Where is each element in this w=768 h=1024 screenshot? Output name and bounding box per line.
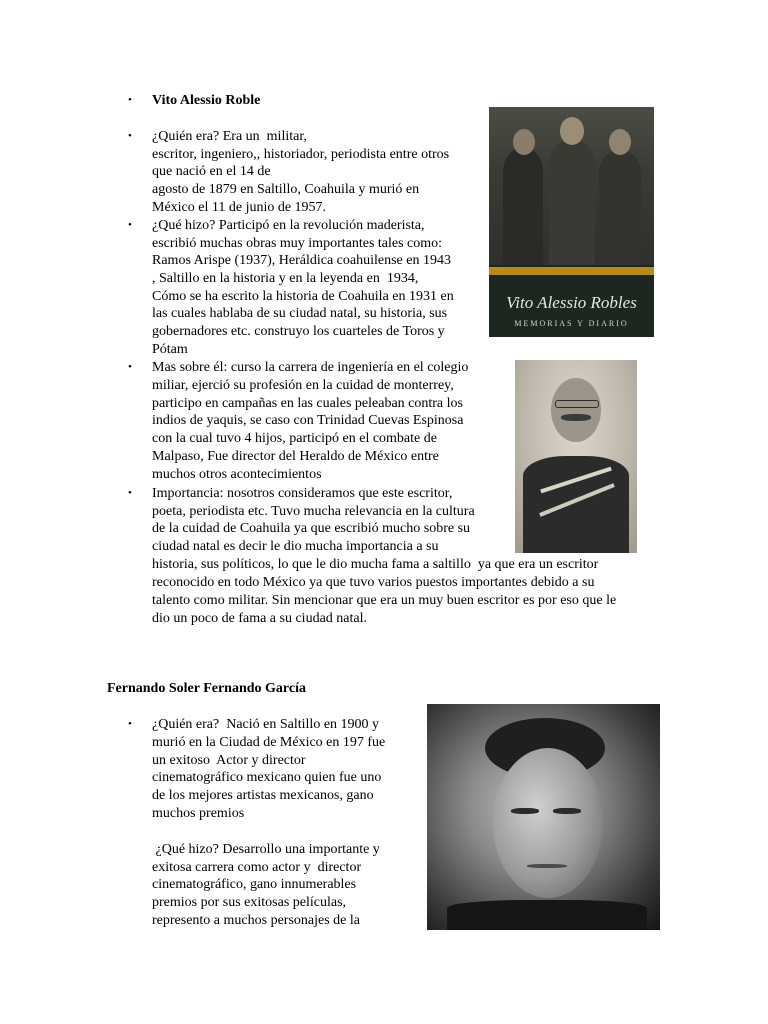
text-line: de los mejores artistas mexicanos, gano [152, 788, 374, 803]
text-line: indios de yaquis, se caso con Trinidad Cuevas Espinosa [152, 413, 464, 428]
portrait-fernando-soler-image [427, 704, 660, 930]
text-line: represento a muchos personajes de la [152, 913, 360, 928]
text-line: participo en campañas en las cuales peleaban contra los [152, 396, 463, 411]
text-line: ciudad natal es decir le dio mucha importancia a su [152, 539, 439, 554]
text-line: ¿Qué hizo? Participó en la revolución maderista, [152, 218, 425, 233]
text-line: escribió muchas obras muy importantes tales como: [152, 236, 443, 251]
text-line: gobernadores etc. construyo los cuarteles de Toros y [152, 324, 445, 339]
text-line: reconocido en todo México ya que tuvo varios puestos importantes debido a su [152, 575, 595, 590]
text-line: Cómo se ha escrito la historia de Coahuila en 1931 en [152, 289, 454, 304]
text-line: miliar, ejerció su profesión en la cuidad de monterrey, [152, 378, 454, 393]
text-line: Mas sobre él: curso la carrera de ingeniería en el colegio [152, 360, 469, 375]
text-line: un exitoso Actor y director [152, 753, 306, 768]
text-line: ¿Quién era? Era un militar, [152, 129, 307, 144]
text-line: poeta, periodista etc. Tuvo mucha relevancia en la cultura [152, 504, 475, 519]
text-line: con la cual tuvo 4 hijos, participó en el combate de [152, 431, 437, 446]
book-cover-subtitle: MEMORIAS Y DIARIO [514, 319, 629, 328]
text-line: Importancia: nosotros consideramos que este escritor, [152, 486, 453, 501]
text-line: , Saltillo en la historia y en la leyenda en 1934, [152, 271, 419, 286]
text-line: talento como militar. Sin mencionar que era un muy buen escritor es por eso que le [152, 593, 617, 608]
bullet: • [128, 130, 132, 142]
section-heading: Fernando Soler Fernando García [107, 681, 306, 696]
section-heading: Vito Alessio Roble [152, 93, 261, 108]
text-line: Ramos Arispe (1937), Heráldica coahuilense en 1943 [152, 253, 451, 268]
book-cover-image [489, 107, 654, 337]
text-line: escritor, ingeniero,, historiador, periodista entre otros [152, 147, 450, 162]
bullet: • [128, 487, 132, 499]
book-cover-photo [489, 107, 654, 265]
text-line: cinematográfico mexicano quien fue uno [152, 770, 382, 785]
text-line: de la cuidad de Coahuila ya que escribió mucho sobre su [152, 521, 471, 536]
bullet: • [128, 219, 132, 231]
text-line: muchos otros acontecimientos [152, 467, 322, 482]
text-line: murió en la Ciudad de México en 197 fue [152, 735, 386, 750]
text-line: Malpaso, Fue director del Heraldo de México entre [152, 449, 439, 464]
text-line: que nació en el 14 de [152, 164, 271, 179]
bullet: • [128, 361, 132, 373]
text-line: historia, sus políticos, lo que le dio mucha fama a saltillo ya que era un escritor [152, 557, 599, 572]
bullet: • [128, 94, 132, 106]
text-line: las cuales hablaba de su ciudad natal, su historia, sus [152, 306, 448, 321]
text-line: cinematográfico, gano innumerables [152, 877, 357, 892]
portrait-vito-alessio-image [515, 360, 637, 553]
text-line: premios por sus exitosas películas, [152, 895, 347, 910]
text-line: ¿Qué hizo? Desarrollo una importante y [152, 842, 380, 857]
text-line: dio un poco de fama a su ciudad natal. [152, 611, 367, 626]
text-line: ¿Quién era? Nació en Saltillo en 1900 y [152, 717, 380, 732]
book-cover-band [489, 267, 654, 275]
text-line: México el 11 de junio de 1957. [152, 200, 327, 215]
text-line: muchos premios [152, 806, 245, 821]
text-line: agosto de 1879 en Saltillo, Coahuila y murió en [152, 182, 420, 197]
book-cover-title: Vito Alessio Robles [506, 293, 637, 312]
bullet: • [128, 718, 132, 730]
text-line: Pótam [152, 342, 188, 357]
text-line: exitosa carrera como actor y director [152, 860, 362, 875]
